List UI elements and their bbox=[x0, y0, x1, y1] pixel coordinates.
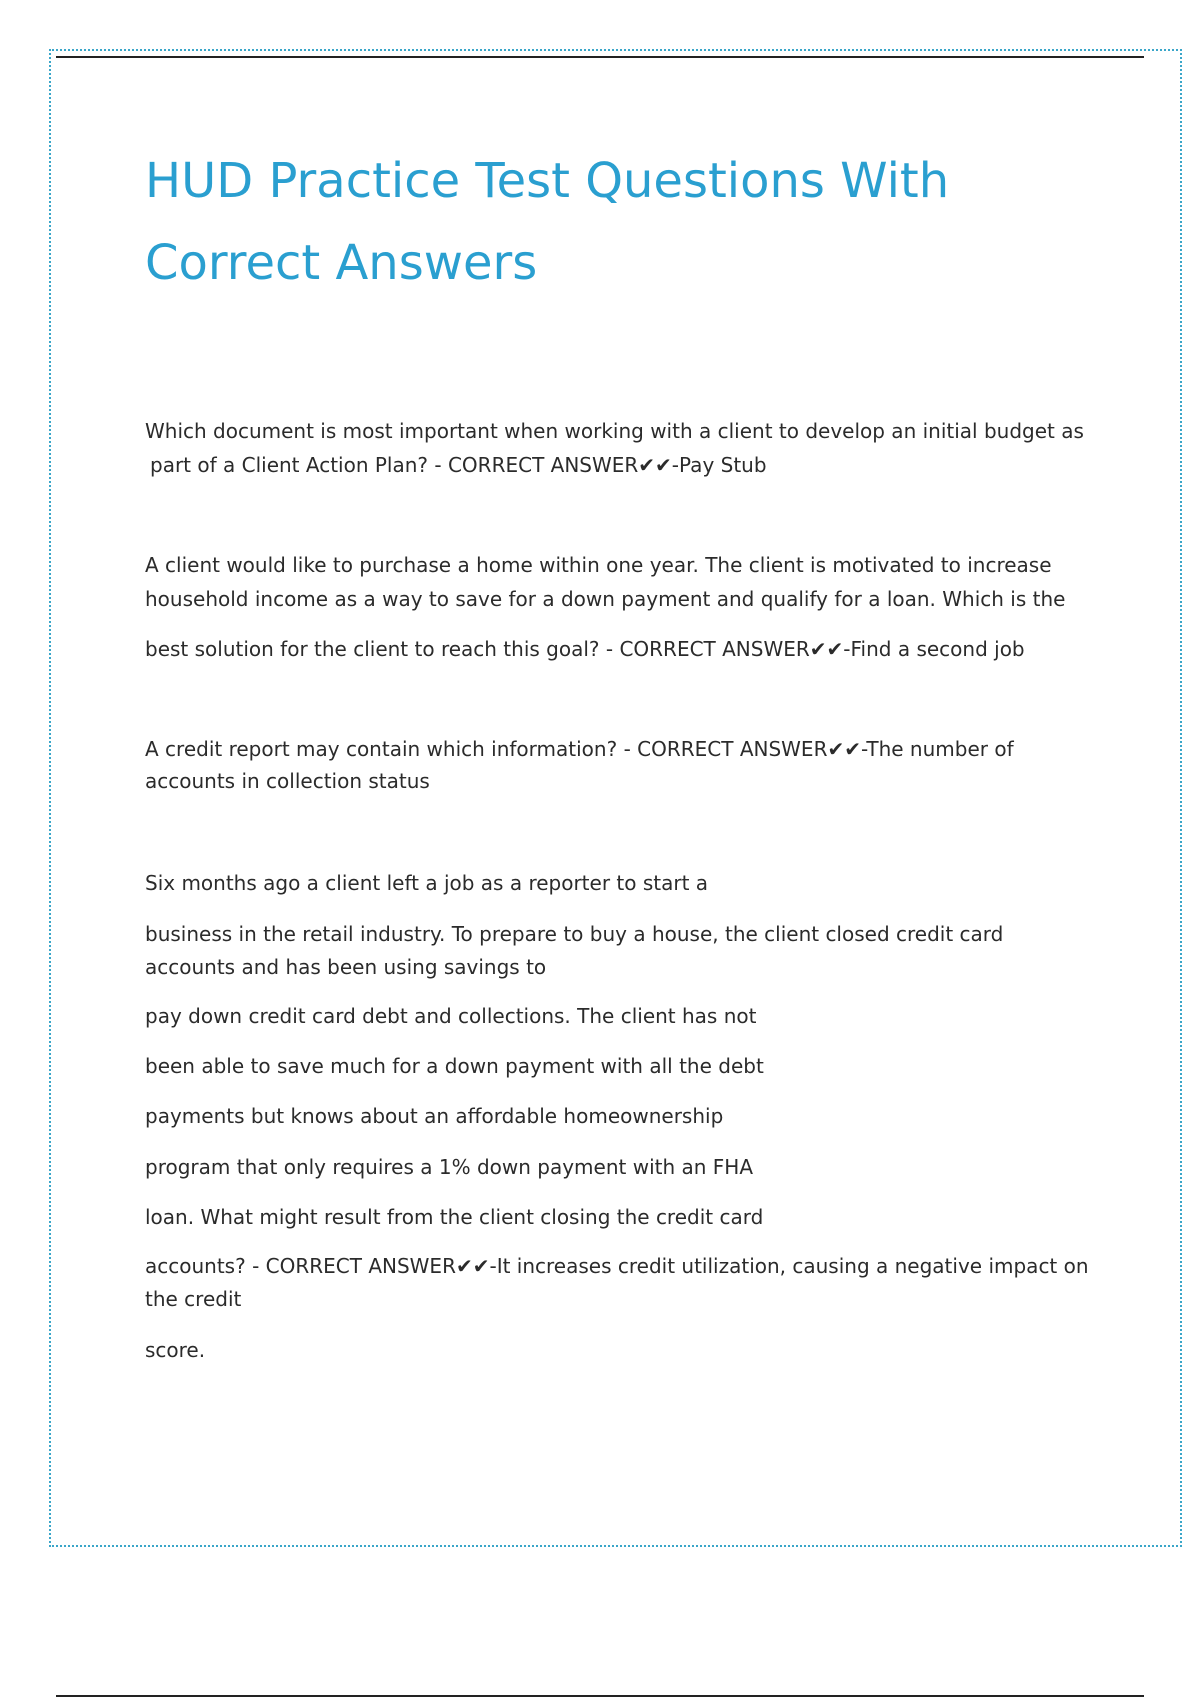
question-line: program that only requires a 1% down payment with an FHA bbox=[145, 1155, 754, 1179]
question-line: loan. What might result from the client closing the credit card bbox=[145, 1205, 764, 1229]
question-line: A credit report may contain which information? - CORRECT ANSWER✔✔-The number of bbox=[145, 737, 1014, 761]
question-line: Six months ago a client left a job as a reporter to start a bbox=[145, 871, 709, 895]
question-line: household income as a way to save for a down payment and qualify for a loan. Which is the bbox=[145, 587, 1066, 611]
bottom-rule bbox=[56, 1695, 1144, 1697]
question-block bbox=[145, 733, 1105, 797]
top-rule bbox=[56, 56, 1144, 58]
title-line: Correct Answers bbox=[145, 235, 538, 291]
question-line: been able to save much for a down payment with all the debt bbox=[145, 1054, 764, 1078]
question-line: score. bbox=[145, 1338, 206, 1362]
question-line: pay down credit card debt and collections. The client has not bbox=[145, 1004, 757, 1028]
question-block bbox=[145, 548, 1105, 666]
question-line: accounts and has been using savings to bbox=[145, 955, 547, 979]
document-title bbox=[145, 140, 1045, 304]
question-line: A client would like to purchase a home within one year. The client is motivated to increase bbox=[145, 553, 1052, 577]
question-block bbox=[145, 414, 1105, 482]
question-line: business in the retail industry. To prepare to buy a house, the client closed credit card bbox=[145, 922, 1004, 946]
question-block bbox=[145, 866, 1105, 1367]
question-line: part of a Client Action Plan? - CORRECT ANSWER✔✔-Pay Stub bbox=[150, 453, 767, 477]
question-line: accounts? - CORRECT ANSWER✔✔-It increases credit utilization, causing a negative impact on bbox=[145, 1254, 1089, 1278]
title-line: HUD Practice Test Questions With bbox=[145, 153, 950, 209]
question-line: payments but knows about an affordable homeownership bbox=[145, 1104, 724, 1128]
question-line: best solution for the client to reach this goal? - CORRECT ANSWER✔✔-Find a second job bbox=[145, 637, 1025, 661]
question-line: the credit bbox=[145, 1287, 242, 1311]
question-line: Which document is most important when working with a client to develop an initial budget as bbox=[145, 419, 1084, 443]
question-line: accounts in collection status bbox=[145, 769, 430, 793]
